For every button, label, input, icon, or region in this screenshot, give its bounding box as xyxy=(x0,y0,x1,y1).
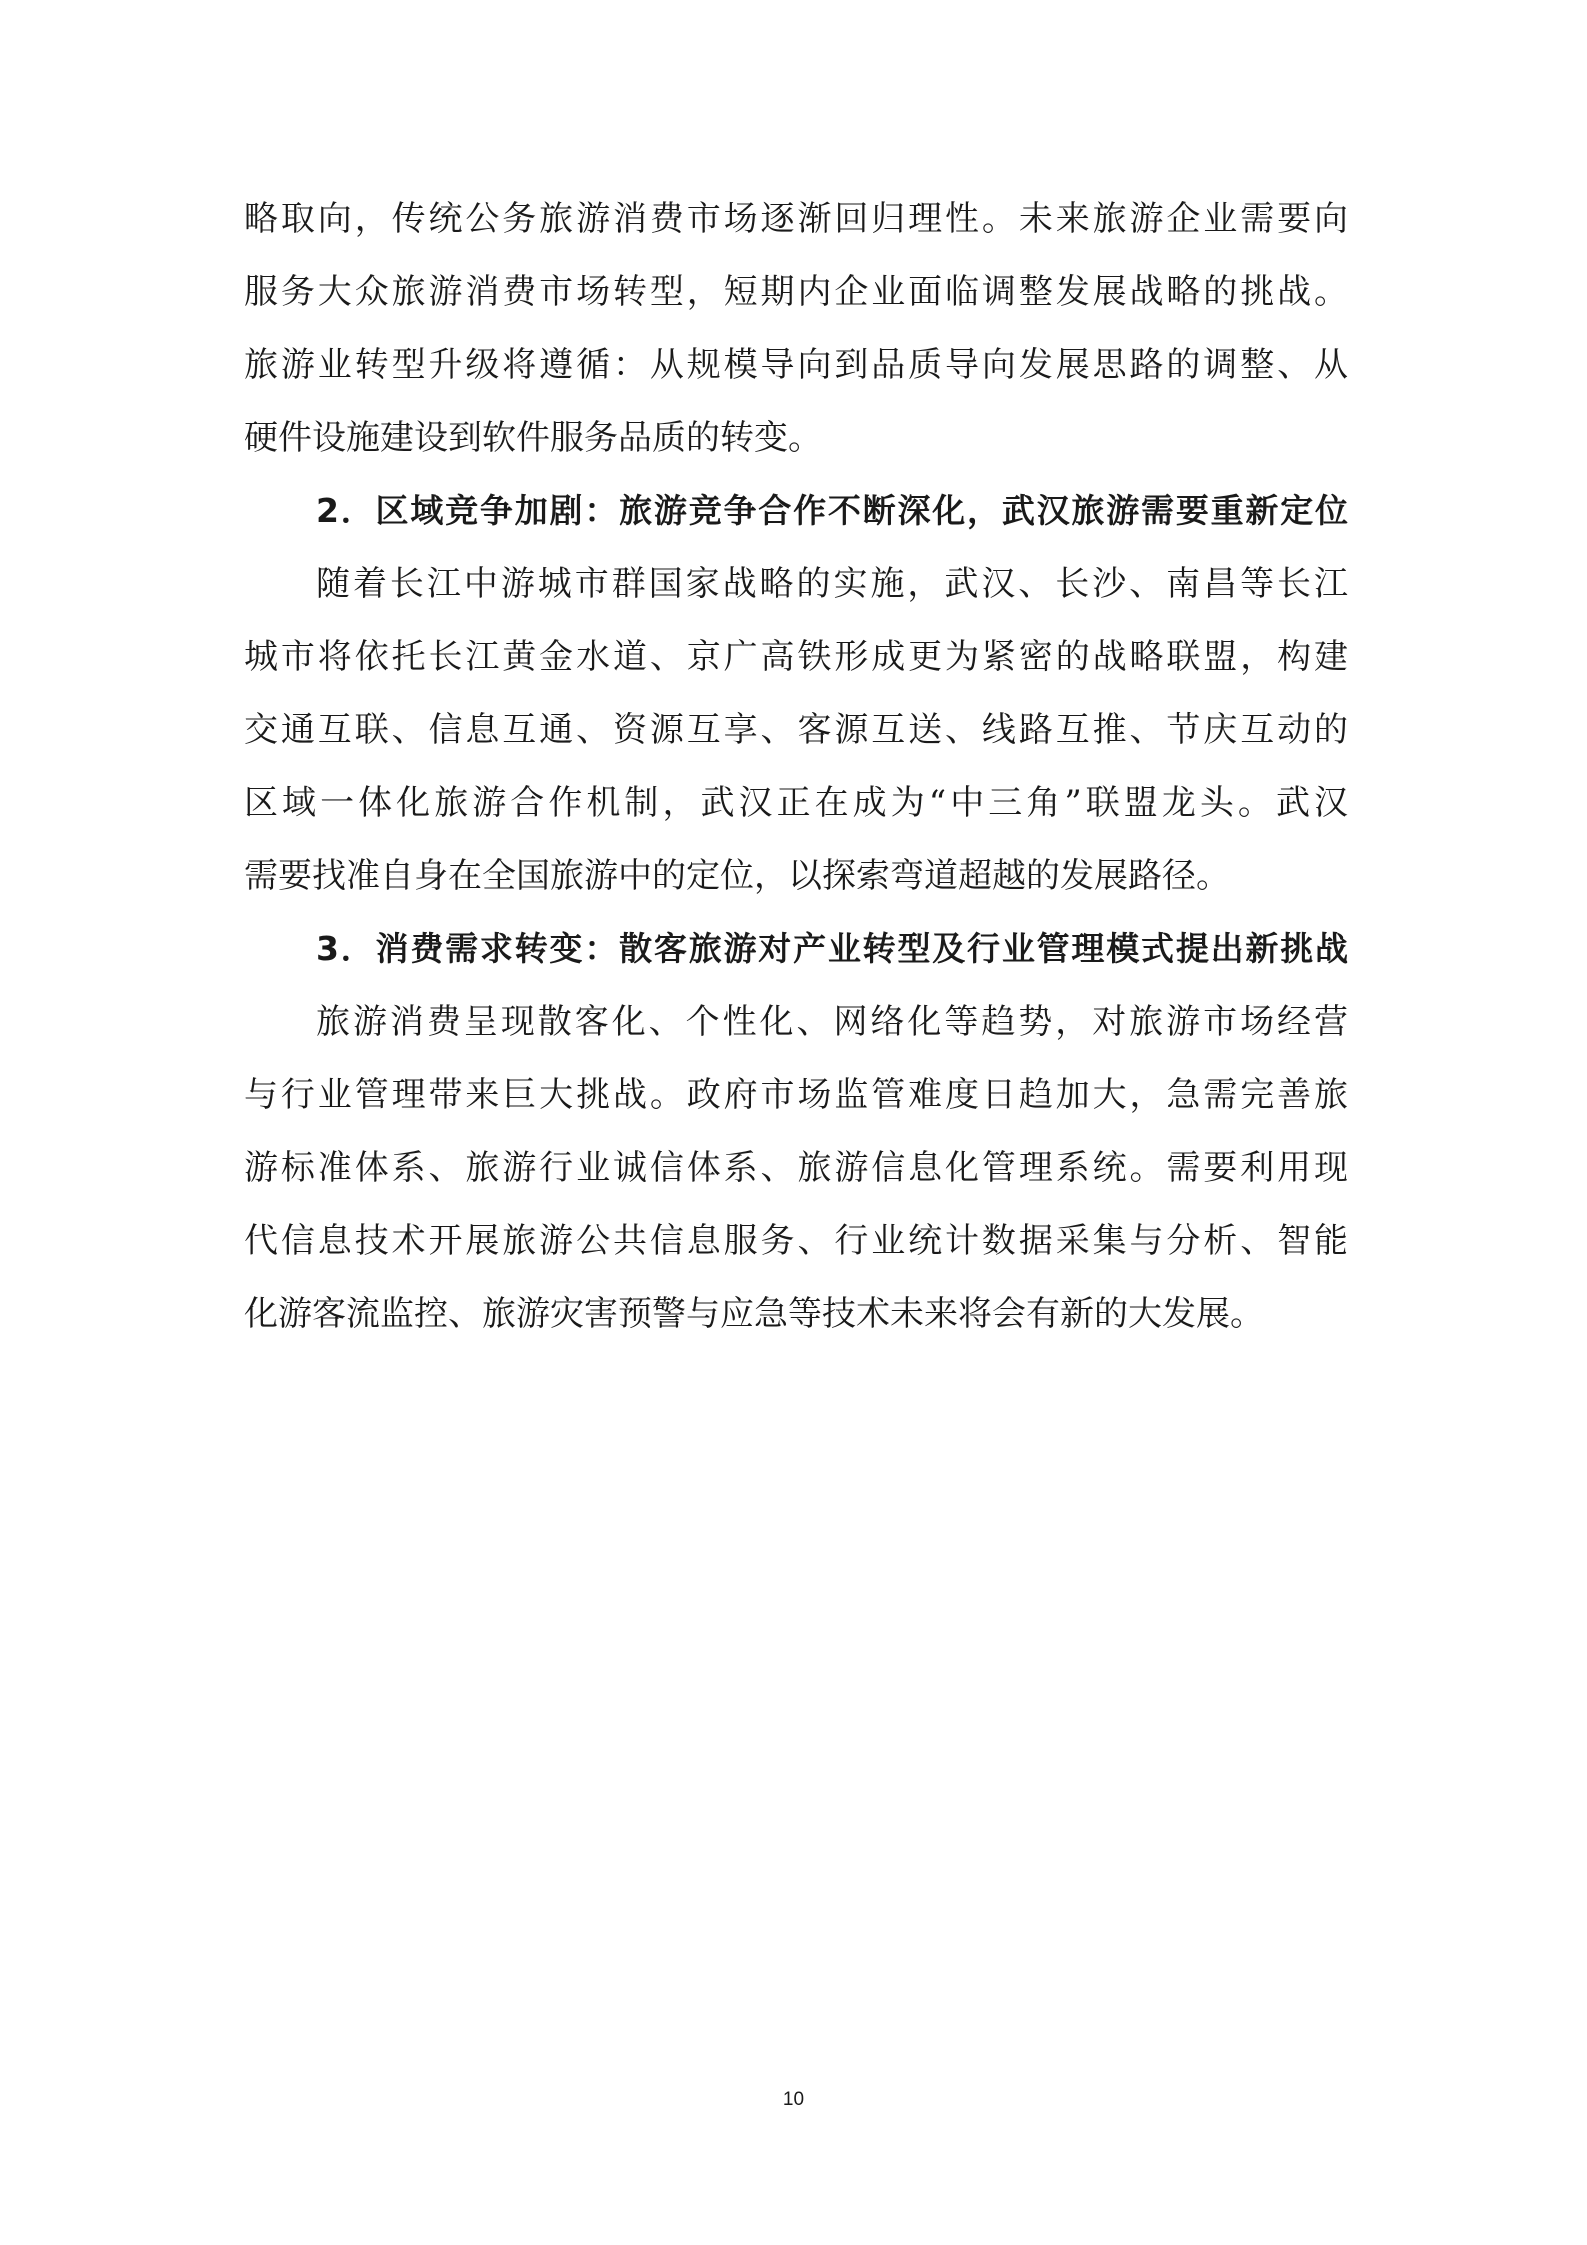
section-heading-3: 3．消费需求转变：散客旅游对产业转型及行业管理模式提出新挑战 xyxy=(316,929,1348,968)
paragraph-line: 硬件设施建设到软件服务品质的转变。 xyxy=(244,418,822,458)
paragraph-line: 需要找准自身在全国旅游中的定位，以探索弯道超越的发展路径。 xyxy=(244,856,1230,896)
page-number: 10 xyxy=(782,2089,805,2110)
paragraph-line: 代信息技术开展旅游公共信息服务、行业统计数据采集与分析、智能 xyxy=(244,1221,1348,1261)
paragraph-line: 区域一体化旅游合作机制，武汉正在成为“中三角”联盟龙头。武汉 xyxy=(244,783,1348,823)
paragraph-line: 随着长江中游城市群国家战略的实施，武汉、长沙、南昌等长江 xyxy=(316,564,1348,604)
paragraph-line: 与行业管理带来巨大挑战。政府市场监管难度日趋加大，急需完善旅 xyxy=(244,1075,1348,1115)
paragraph-line: 化游客流监控、旅游灾害预警与应急等技术未来将会有新的大发展。 xyxy=(244,1294,1264,1334)
paragraph-line: 游标准体系、旅游行业诚信体系、旅游信息化管理系统。需要利用现 xyxy=(244,1148,1348,1188)
paragraph-line: 城市将依托长江黄金水道、京广高铁形成更为紧密的战略联盟，构建 xyxy=(244,637,1348,677)
paragraph-line: 服务大众旅游消费市场转型，短期内企业面临调整发展战略的挑战。 xyxy=(244,272,1348,312)
paragraph-line: 略取向，传统公务旅游消费市场逐渐回归理性。未来旅游企业需要向 xyxy=(244,199,1348,239)
paragraph-line: 交通互联、信息互通、资源互享、客源互送、线路互推、节庆互动的 xyxy=(244,710,1348,750)
section-heading-2: 2．区域竞争加剧：旅游竞争合作不断深化，武汉旅游需要重新定位 xyxy=(316,491,1348,530)
paragraph-line: 旅游业转型升级将遵循：从规模导向到品质导向发展思路的调整、从 xyxy=(244,345,1348,385)
paragraph-line: 旅游消费呈现散客化、个性化、网络化等趋势，对旅游市场经营 xyxy=(316,1002,1348,1042)
